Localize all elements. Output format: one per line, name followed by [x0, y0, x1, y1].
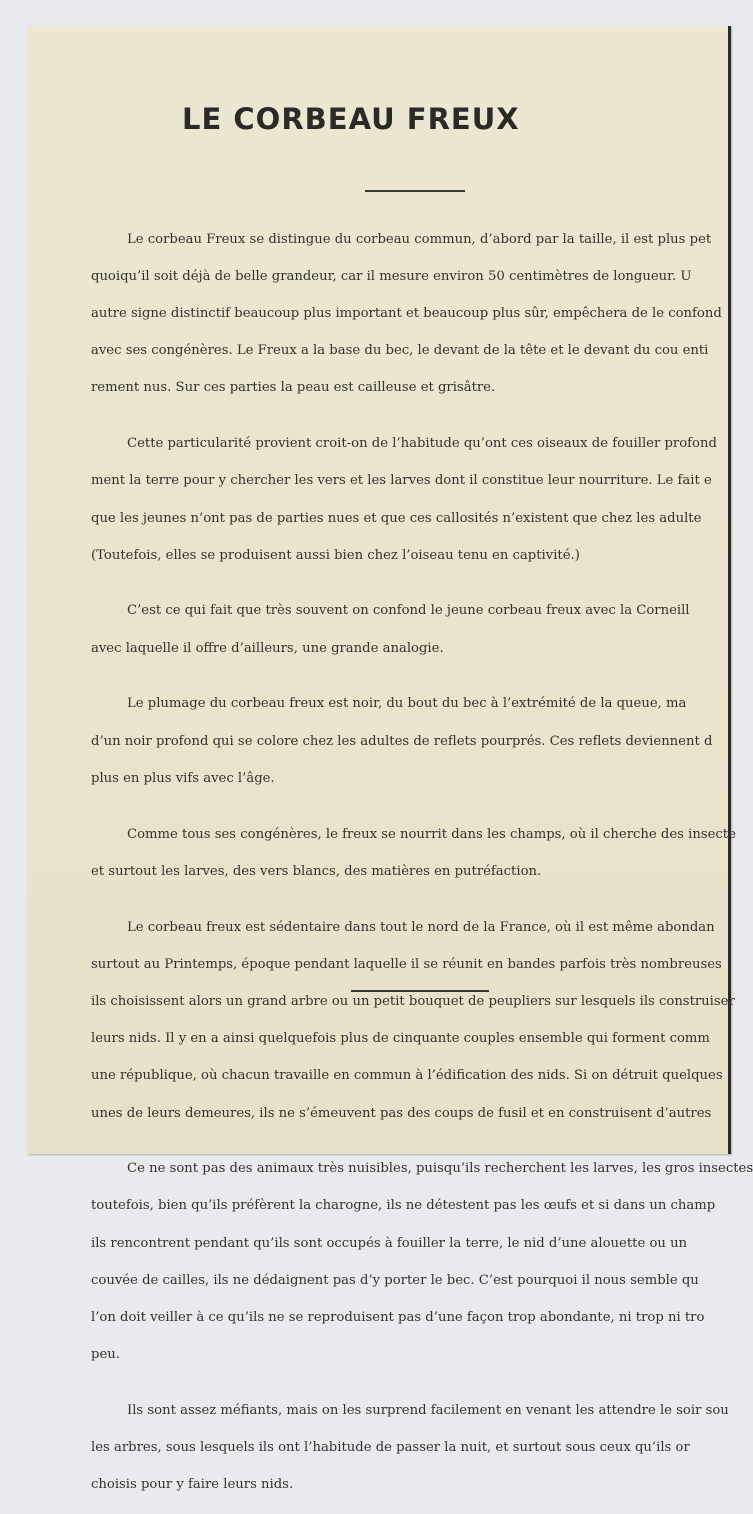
paragraph-8 [91, 1383, 731, 1513]
paragraph-4 [91, 677, 731, 807]
text-line: ment la terre pour y chercher les vers et les larves dont il constitue leur nourriture. Le fait e [91, 473, 712, 489]
text-line: Le corbeau freux est sédentaire dans tout le nord de la France, où il est même abondan [127, 919, 715, 935]
document-page [27, 26, 753, 1493]
text-line: ils choisissent alors un grand arbre ou un petit bouquet de peupliers sur lesquels ils construiser [91, 993, 735, 1009]
paragraph-6 [91, 900, 735, 1142]
text-line: choisis pour y faire leurs nids. [91, 1477, 294, 1493]
text-line: ils rencontrent pendant qu’ils sont occupés à fouiller la terre, le nid d’une alouette ou un [91, 1235, 688, 1251]
text-line: autre signe distinctif beaucoup plus important et beaucoup plus sûr, empêchera de le confond [91, 305, 722, 321]
text-line: et surtout les larves, des vers blancs, des matières en putréfaction. [91, 863, 542, 879]
text-line: l’on doit veiller à ce qu’ils ne se reproduisent pas d’une façon trop abondante, ni trop ni tro [91, 1310, 705, 1326]
text-line: peu. [91, 1347, 120, 1363]
text-line: leurs nids. Il y en a ainsi quelquefois plus de cinquante couples ensemble qui forment comm [91, 1031, 710, 1047]
page-title: LE CORBEAU FREUX [182, 102, 520, 136]
text-line: avec ses congénères. Le Freux a la base du bec, le devant de la tête et le devant du cou enti [91, 343, 709, 359]
text-line: toutefois, bien qu’ils préfèrent la charogne, ils ne détestent pas les œufs et si dans un champ [91, 1198, 716, 1214]
text-line: d’un noir profond qui se colore chez les adultes de reflets pourprés. Ces reflets deviennent d [91, 733, 713, 749]
paragraph-1 [91, 212, 731, 417]
text-line: Ce ne sont pas des animaux très nuisibles, puisqu’ils recherchent les larves, les gros insectes [127, 1161, 753, 1177]
text-line: Comme tous ses congénères, le freux se nourrit dans les champs, où il cherche des insecte [127, 826, 736, 842]
text-line: plus en plus vifs avec l’âge. [91, 770, 275, 786]
paragraph-2 [91, 417, 731, 584]
text-line: quoiqu’il soit déjà de belle grandeur, car il mesure environ 50 centimètres de longueur. U [91, 268, 692, 284]
text-line: surtout au Printemps, époque pendant laquelle il se réunit en bandes parfois très nombreuses [91, 956, 722, 972]
text-line: Cette particularité provient croit-on de l’habitude qu’ont ces oiseaux de fouiller profond [127, 436, 717, 452]
text-line: (Toutefois, elles se produisent aussi bien chez l’oiseau tenu en captivité.) [91, 547, 580, 563]
text-line: une république, où chacun travaille en commun à l’édification des nids. Si on détruit quelques [91, 1068, 723, 1084]
text-line: les arbres, sous lesquels ils ont l’habitude de passer la nuit, et surtout sous ceux qu’ils or [91, 1440, 690, 1456]
text-line: C’est ce qui fait que très souvent on confond le jeune corbeau freux avec la Corneill [127, 603, 690, 619]
text-line: couvée de cailles, ils ne dédaignent pas d’y porter le bec. C’est pourquoi il nous semble qu [91, 1272, 699, 1288]
text-line: unes de leurs demeures, ils ne s’émeuvent pas des coups de fusil et en construisent d’autres [91, 1105, 712, 1121]
text-line: que les jeunes n’ont pas de parties nues et que ces callosités n’existent que chez les adulte [91, 510, 702, 526]
title-divider [365, 190, 465, 192]
closing-divider [351, 990, 489, 992]
text-line: rement nus. Sur ces parties la peau est cailleuse et grisâtre. [91, 380, 496, 396]
article-body [91, 212, 753, 1514]
text-line: Le plumage du corbeau freux est noir, du bout du bec à l’extrémité de la queue, ma [127, 696, 687, 712]
text-line: Ils sont assez méfiants, mais on les surprend facilement en venant les attendre le soir sou [127, 1403, 729, 1418]
paragraph-7 [91, 1142, 753, 1384]
text-line: Le corbeau Freux se distingue du corbeau commun, d’abord par la taille, il est plus pet [127, 231, 712, 247]
paragraph-3 [91, 584, 731, 677]
text-line: avec laquelle il offre d’ailleurs, une grande analogie. [91, 640, 444, 656]
paragraph-5 [91, 807, 736, 900]
